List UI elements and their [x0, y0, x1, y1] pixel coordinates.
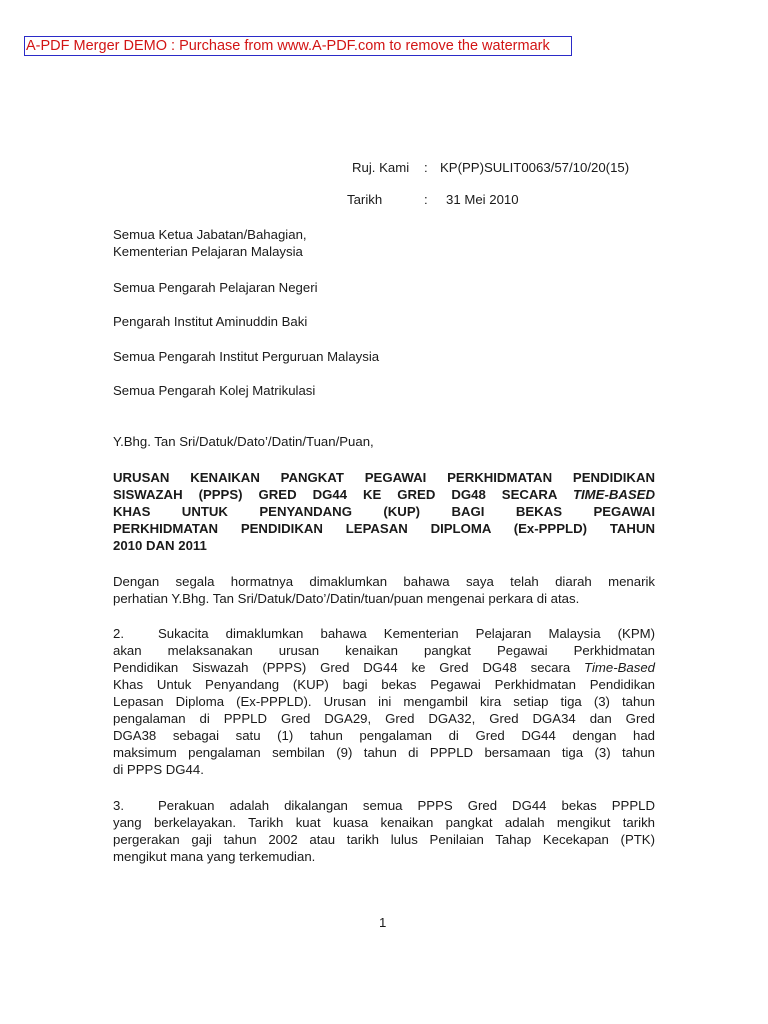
- paragraph-3: [113, 797, 655, 865]
- paragraph-number: 3.: [113, 798, 124, 813]
- addressee-line: Semua Pengarah Institut Perguruan Malaysia: [113, 349, 380, 364]
- paragraph-line: mengikut mana yang terkemudian.: [113, 849, 316, 864]
- paragraph-number: 2.: [113, 626, 124, 641]
- addressee-line: Semua Pengarah Kolej Matrikulasi: [113, 383, 316, 398]
- paragraph-line: 2. Sukacita dimaklumkan bahawa Kementerian Pelajaran Malaysia (KPM): [113, 626, 655, 641]
- paragraph-line: Khas Untuk Penyandang (KUP) bagi bekas Pegawai Perkhidmatan Pendidikan: [113, 677, 655, 692]
- paragraph-line: Dengan segala hormatnya dimaklumkan bahawa saya telah diarah menarik: [113, 574, 655, 589]
- ruj-value: KP(PP)SULIT0063/57/10/20(15): [440, 160, 630, 175]
- paragraph-line: maksimum pengalaman sembilan (9) tahun di PPPLD bersamaan tiga (3) tahun: [113, 745, 655, 760]
- ruj-label: Ruj. Kami: [352, 160, 410, 175]
- subject-line: PERKHIDMATAN PENDIDIKAN LEPASAN DIPLOMA (Ex-PPPLD) TAHUN: [113, 521, 655, 536]
- intro-paragraph: [113, 573, 655, 607]
- paragraph-line: akan melaksanakan urusan kenaikan pangkat Pegawai Perkhidmatan: [113, 643, 655, 658]
- paragraph-line: Lepasan Diploma (Ex-PPPLD). Urusan ini mengambil kira setiap tiga (3) tahun: [113, 694, 655, 709]
- addressee-line: Semua Ketua Jabatan/Bahagian,: [113, 227, 307, 242]
- paragraph-line: Pendidikan Siswazah (PPPS) Gred DG44 ke Gred DG48 secara Time-Based: [113, 660, 655, 675]
- addressee-line: Pengarah Institut Aminuddin Baki: [113, 314, 308, 329]
- paragraph-line: pergerakan gaji tahun 2002 atau tarikh lulus Penilaian Tahap Kecekapan (PTK): [113, 832, 655, 847]
- paragraph-line: DGA38 sebagai satu (1) tahun pengalaman di Gred DG44 dengan had: [113, 728, 655, 743]
- watermark-banner[interactable]: A-PDF Merger DEMO : Purchase from www.A-PDF.com to remove the watermark: [24, 36, 572, 56]
- salutation: Y.Bhg. Tan Sri/Datuk/Dato’/Datin/Tuan/Puan,: [113, 434, 374, 449]
- subject-line: SISWAZAH (PPPS) GRED DG44 KE GRED DG48 SECARA TIME-BASED: [113, 487, 655, 502]
- paragraph-2: [113, 625, 655, 778]
- page-number: 1: [379, 915, 387, 930]
- subject-line: KHAS UNTUK PENYANDANG (KUP) BAGI BEKAS PEGAWAI: [113, 504, 655, 519]
- subject-heading: [113, 469, 655, 554]
- paragraph-line: yang berkelayakan. Tarikh kuat kuasa kenaikan pangkat adalah mengikut tarikh: [113, 815, 655, 830]
- subject-line: URUSAN KENAIKAN PANGKAT PEGAWAI PERKHIDMATAN PENDIDIKAN: [113, 470, 655, 485]
- tarikh-colon: :: [424, 192, 428, 207]
- ruj-colon: :: [424, 160, 428, 175]
- paragraph-line: perhatian Y.Bhg. Tan Sri/Datuk/Dato’/Datin/tuan/puan mengenai perkara di atas.: [113, 591, 580, 606]
- subject-line: 2010 DAN 2011: [113, 538, 207, 553]
- paragraph-line: pengalaman di PPPLD Gred DGA29, Gred DGA32, Gred DGA34 dan Gred: [113, 711, 655, 726]
- paragraph-line: di PPPS DG44.: [113, 762, 204, 777]
- addressee-line: Kementerian Pelajaran Malaysia: [113, 244, 303, 259]
- paragraph-line: 3. Perakuan adalah dikalangan semua PPPS Gred DG44 bekas PPPLD: [113, 798, 655, 813]
- tarikh-label: Tarikh: [347, 192, 383, 207]
- addressee-line: Semua Pengarah Pelajaran Negeri: [113, 280, 318, 295]
- tarikh-value: 31 Mei 2010: [446, 192, 519, 207]
